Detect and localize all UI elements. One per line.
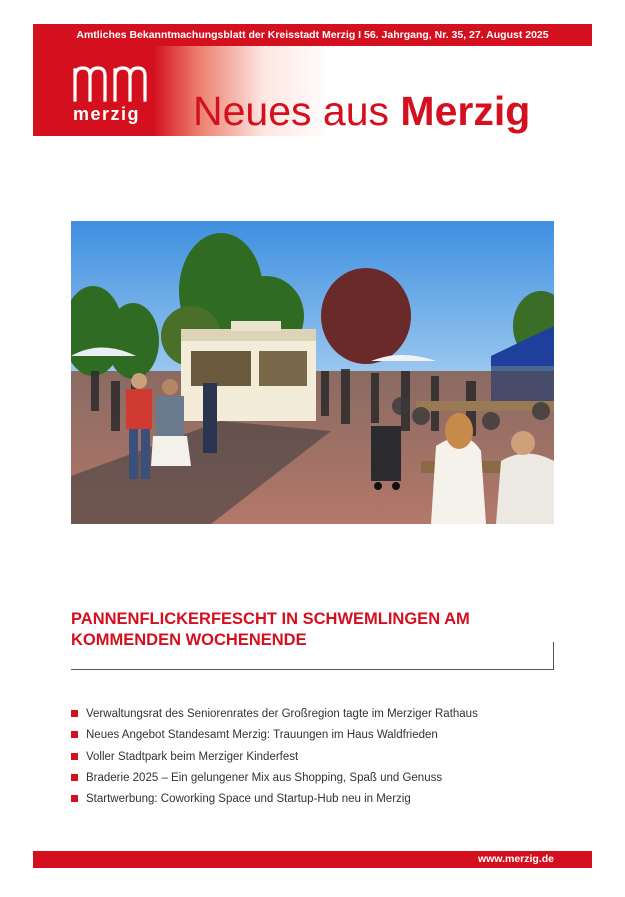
- square-bullet-icon: [71, 710, 78, 717]
- masthead: [33, 46, 592, 136]
- cover-photo: [71, 221, 554, 524]
- square-bullet-icon: [71, 731, 78, 738]
- headline-divider: [71, 669, 554, 670]
- title-light: Neues aus: [193, 88, 390, 134]
- footer-bar: [33, 851, 592, 868]
- headline-divider-corner: [553, 642, 554, 670]
- title-bold: Merzig: [400, 88, 531, 134]
- teaser-item[interactable]: [71, 749, 571, 770]
- teaser-list: [71, 706, 571, 812]
- teaser-text: Voller Stadtpark beim Merziger Kinderfest: [86, 750, 299, 763]
- square-bullet-icon: [71, 774, 78, 781]
- teaser-item[interactable]: [71, 770, 571, 791]
- page-title: [193, 88, 530, 134]
- teaser-item[interactable]: [71, 706, 571, 727]
- website-link[interactable]: www.merzig.de: [477, 853, 554, 865]
- merzig-logo-icon: [71, 60, 151, 104]
- square-bullet-icon: [71, 795, 78, 802]
- teaser-item[interactable]: [71, 727, 571, 748]
- square-bullet-icon: [71, 753, 78, 760]
- logo-wordmark: merzig: [73, 104, 141, 124]
- lead-headline[interactable]: PANNENFLICKERFESCHT IN SCHWEMLINGEN AM KOMMENDEN WOCHENENDE: [71, 610, 470, 649]
- bulletin-text: Amtliches Bekanntmachungsblatt der Kreisstadt Merzig I 56. Jahrgang, Nr. 35, 27. August 2025: [76, 29, 549, 41]
- teaser-item[interactable]: [71, 791, 571, 812]
- teaser-text: Neues Angebot Standesamt Merzig: Trauungen im Haus Waldfrieden: [86, 729, 438, 742]
- festival-photo-illustration: [71, 221, 554, 524]
- teaser-text: Braderie 2025 – Ein gelungener Mix aus Shopping, Spaß und Genuss: [86, 771, 443, 784]
- teaser-text: Verwaltungsrat des Seniorenrates der Großregion tagte im Merziger Rathaus: [86, 708, 478, 720]
- teaser-text: Startwerbung: Coworking Space und Startup-Hub neu in Merzig: [86, 793, 411, 806]
- bulletin-banner: [33, 24, 592, 46]
